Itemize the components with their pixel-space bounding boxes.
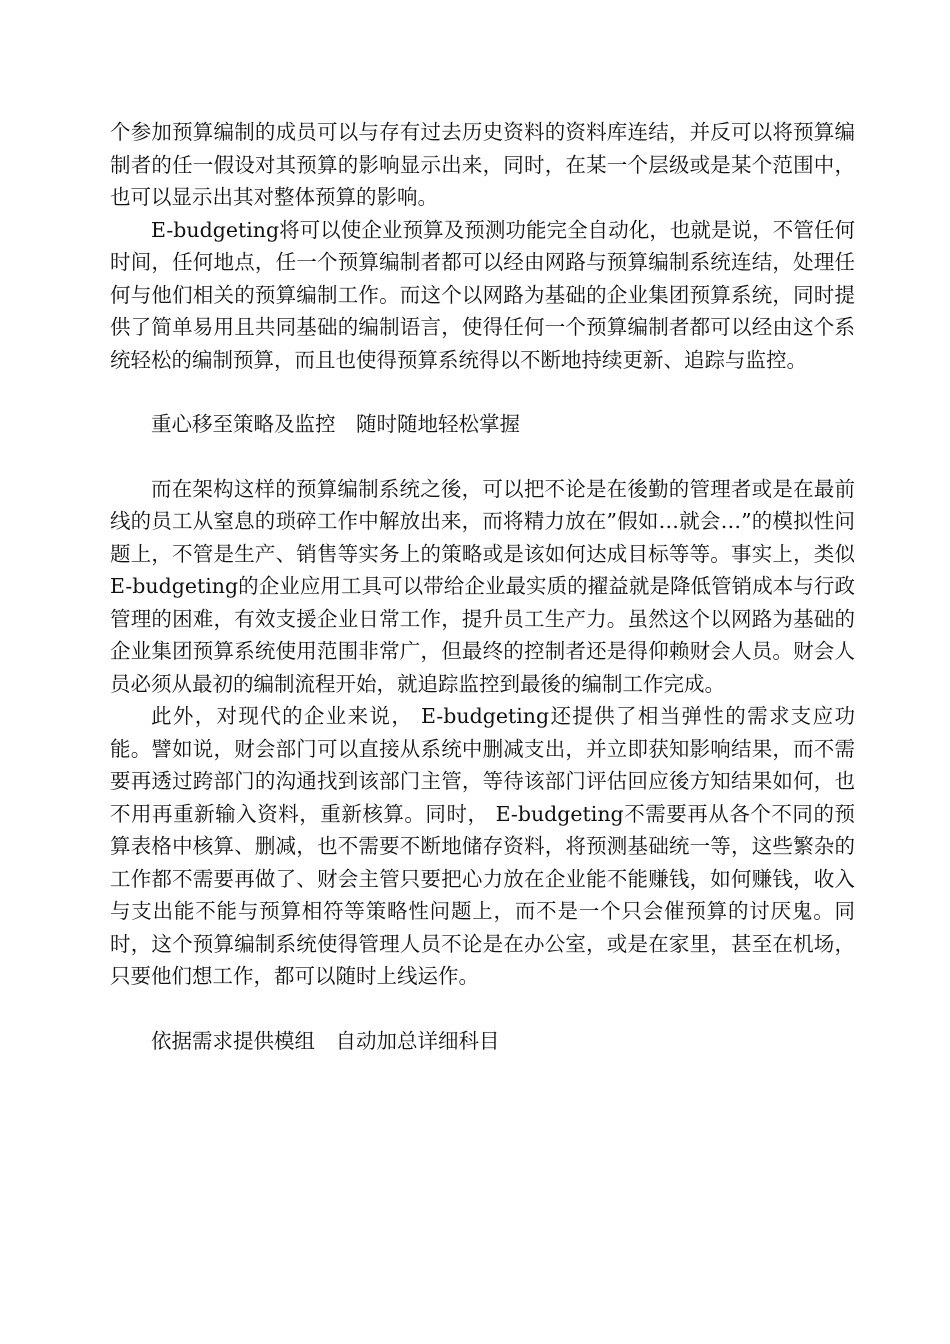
paragraph-continuation: 个参加预算编制的成员可以与存有过去历史资料的资料库连结，并反可以将预算编制者的任一假设对其预算的影响显示出来，同时，在某一个层级或是某个范围中，也可以显示出其对整体预算的影响。 [110, 120, 855, 209]
paragraph-e-budgeting-automation: E-budgeting将可以使企业预算及预测功能完全自动化，也就是说，不管任何时间，任何地点，任一个预算编制者都可以经由网路与预算编制系统连结，处理任何与他们相关的预算编制工作。而这个以网路为基础的企业集团预算系统，同时提供了简单易用且共同基础的编制语言，使得任何一个预算编制者都可以经由这个系统轻松的编制预算，而且也使得预算系统得以不断地持续更新、追踪与监控。 [110, 217, 855, 372]
paragraph-architecture-benefits: 而在架构这样的预算编制系统之後，可以把不论是在後勤的管理者或是在最前线的员工从窒息的琐碎工作中解放出来，而将精力放在”假如…就会…”的模拟性问题上，不管是生产、销售等实务上的策略或是该如何达成目标等等。事实上，类似E-budgeting的企业应用工具可以带给企业最实质的擢益就是降低管销成本与行政管理的困难，有效支援企业日常工作，提升员工生产力。虽然这个以网路为基础的企业集团预算系统使用范围非常广，但最终的控制者还是得仰赖财会人员。财会人员必须从最初的编制流程开始，就追踪监控到最後的编制工作完成。 [110, 476, 855, 696]
document-body [110, 116, 855, 1057]
paragraph-flexibility: 此外，对现代的企业来说， E-budgeting还提供了相当弹性的需求支应功能。譬如说，财会部门可以直接从系统中删减支出，并立即获知影响结果，而不需要再透过跨部门的沟通找到该部门主管，等待该部门评估回应後方知结果如何，也不用再重新输入资料，重新核算。同时， E-budgeting不需要再从各个不同的预算表格中核算、删减，也不需要不断地储存资料，将预测基础统一等，这些繁杂的工作都不需要再做了、财会主管只要把心力放在企业能不能赚钱，如何赚钱，收入与支出能不能与预算相符等策略性问题上，而不是一个只会催预算的讨厌鬼。同时，这个预算编制系统使得管理人员不论是在办公室，或是在家里，甚至在机场，只要他们想工作，都可以随时上线运作。 [110, 704, 855, 988]
section-heading-strategy-monitoring: 重心移至策略及监控 随时随地轻松掌握 [151, 412, 520, 436]
section-heading-modules: 依据需求提供模组 自动加总详细科目 [151, 1028, 500, 1053]
